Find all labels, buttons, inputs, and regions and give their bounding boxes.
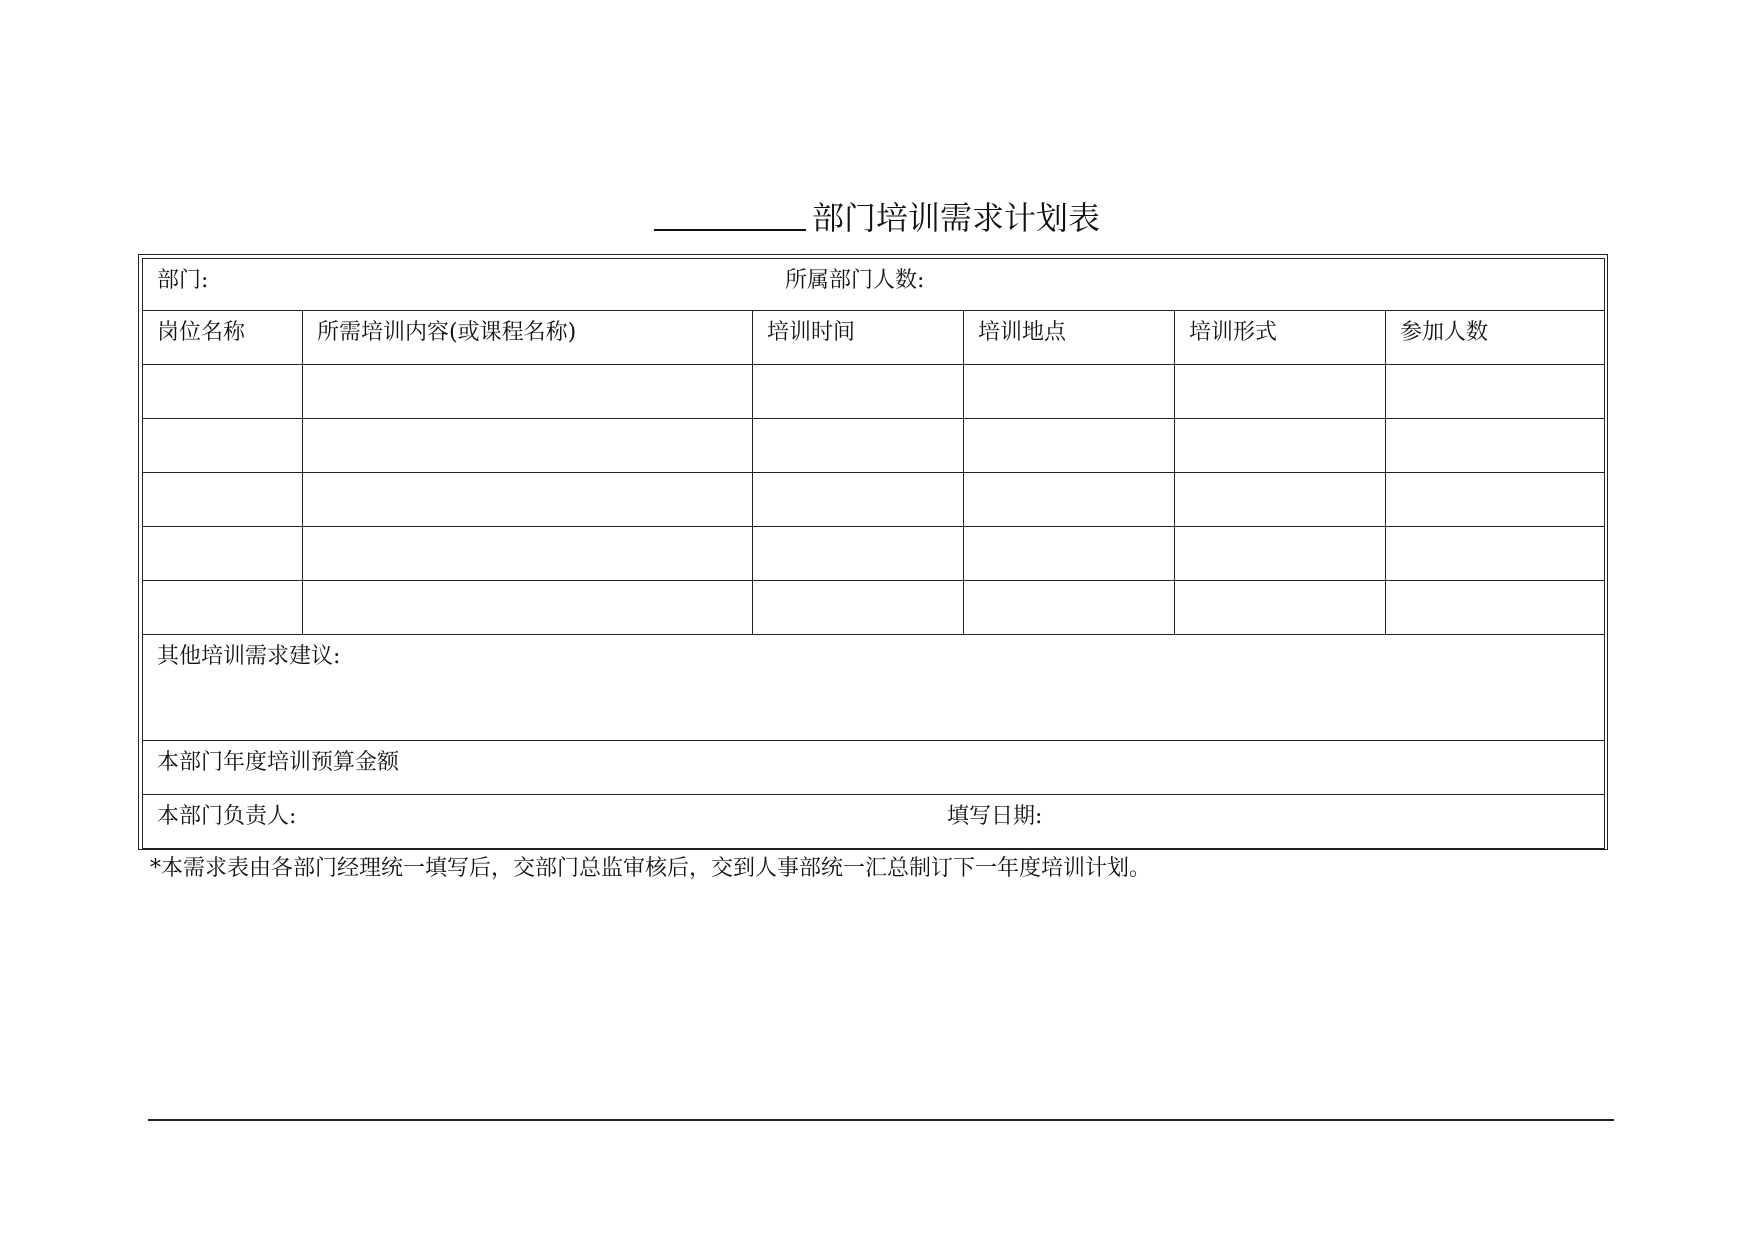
form-title: 部门培训需求计划表 bbox=[811, 199, 1100, 237]
department-name-blank[interactable] bbox=[654, 199, 806, 231]
table-row bbox=[143, 419, 1605, 473]
budget-row bbox=[143, 741, 1605, 795]
position-cell[interactable] bbox=[143, 365, 303, 419]
location-cell[interactable] bbox=[964, 365, 1175, 419]
headcount-label: 所属部门人数: bbox=[785, 268, 925, 293]
position-cell[interactable] bbox=[143, 581, 303, 635]
location-cell[interactable] bbox=[964, 581, 1175, 635]
position-cell[interactable] bbox=[143, 527, 303, 581]
info-row bbox=[143, 259, 1605, 311]
department-label: 部门: bbox=[157, 268, 209, 293]
participants-cell[interactable] bbox=[1386, 473, 1605, 527]
date-label: 填写日期: bbox=[947, 804, 1043, 829]
format-cell[interactable] bbox=[1175, 581, 1386, 635]
table-row bbox=[143, 527, 1605, 581]
participants-cell[interactable] bbox=[1386, 527, 1605, 581]
time-cell[interactable] bbox=[753, 527, 964, 581]
participants-cell[interactable] bbox=[1386, 419, 1605, 473]
form-title-block bbox=[0, 196, 1754, 240]
header-time: 培训时间 bbox=[753, 311, 964, 365]
participants-cell[interactable] bbox=[1386, 365, 1605, 419]
table-row bbox=[143, 581, 1605, 635]
time-cell[interactable] bbox=[753, 365, 964, 419]
time-cell[interactable] bbox=[753, 581, 964, 635]
suggestions-label: 其他培训需求建议: bbox=[157, 644, 341, 669]
info-cell[interactable] bbox=[143, 259, 1605, 311]
budget-label: 本部门年度培训预算金额 bbox=[157, 750, 400, 775]
header-participants: 参加人数 bbox=[1386, 311, 1605, 365]
bottom-divider bbox=[148, 1119, 1614, 1121]
format-cell[interactable] bbox=[1175, 419, 1386, 473]
header-position: 岗位名称 bbox=[143, 311, 303, 365]
manager-label: 本部门负责人: bbox=[157, 804, 297, 829]
location-cell[interactable] bbox=[964, 527, 1175, 581]
location-cell[interactable] bbox=[964, 473, 1175, 527]
signature-cell[interactable] bbox=[143, 795, 1605, 849]
header-content: 所需培训内容(或课程名称) bbox=[303, 311, 753, 365]
position-cell[interactable] bbox=[143, 473, 303, 527]
suggestions-row bbox=[143, 635, 1605, 741]
format-cell[interactable] bbox=[1175, 473, 1386, 527]
training-plan-table bbox=[142, 258, 1605, 849]
location-cell[interactable] bbox=[964, 419, 1175, 473]
suggestions-cell[interactable] bbox=[143, 635, 1605, 741]
content-cell[interactable] bbox=[303, 365, 753, 419]
header-location: 培训地点 bbox=[964, 311, 1175, 365]
position-cell[interactable] bbox=[143, 419, 303, 473]
footnote: *本需求表由各部门经理统一填写后，交部门总监审核后，交到人事部统一汇总制订下一年度培训计划。 bbox=[150, 856, 1152, 881]
content-cell[interactable] bbox=[303, 581, 753, 635]
table-row bbox=[143, 473, 1605, 527]
time-cell[interactable] bbox=[753, 419, 964, 473]
participants-cell[interactable] bbox=[1386, 581, 1605, 635]
content-cell[interactable] bbox=[303, 527, 753, 581]
budget-cell[interactable] bbox=[143, 741, 1605, 795]
time-cell[interactable] bbox=[753, 473, 964, 527]
content-cell[interactable] bbox=[303, 419, 753, 473]
format-cell[interactable] bbox=[1175, 527, 1386, 581]
header-row bbox=[143, 311, 1605, 365]
format-cell[interactable] bbox=[1175, 365, 1386, 419]
content-cell[interactable] bbox=[303, 473, 753, 527]
table-row bbox=[143, 365, 1605, 419]
signature-row bbox=[143, 795, 1605, 849]
header-format: 培训形式 bbox=[1175, 311, 1386, 365]
